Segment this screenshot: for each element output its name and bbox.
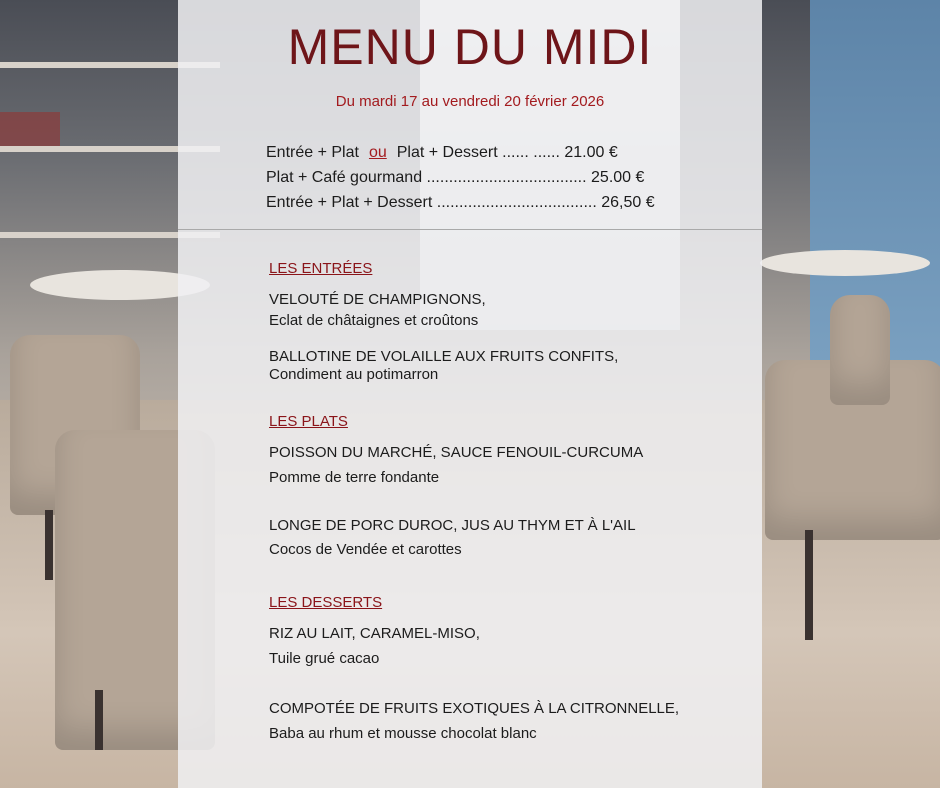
dish-name: LONGE DE PORC DUROC, JUS AU THYM ET À L'AIL bbox=[269, 517, 636, 534]
dish-item bbox=[269, 698, 679, 744]
table bbox=[760, 250, 930, 276]
dish-item bbox=[269, 289, 486, 331]
dish-description: Condiment au potimarron bbox=[269, 366, 439, 383]
divider bbox=[178, 229, 762, 230]
books bbox=[0, 112, 60, 146]
dish-description: Tuile grué cacao bbox=[269, 650, 380, 667]
dish-name: POISSON DU MARCHÉ, SAUCE FENOUIL-CURCUMA bbox=[269, 444, 644, 461]
section-heading-entrees: LES ENTRÉES bbox=[269, 260, 373, 277]
formula-or: ou bbox=[368, 144, 387, 161]
chair-leg bbox=[805, 530, 813, 640]
formula-line: Entrée + Plat + Dessert .................................... 26,50 € bbox=[266, 194, 655, 211]
menu-panel bbox=[178, 0, 762, 788]
dish-name: VELOUTÉ DE CHAMPIGNONS, bbox=[269, 291, 486, 308]
dish-description: Eclat de châtaignes et croûtons bbox=[269, 312, 479, 329]
chair bbox=[830, 295, 890, 405]
dish-name: RIZ AU LAIT, CARAMEL-MISO, bbox=[269, 625, 480, 642]
formula-left: Entrée + Plat bbox=[266, 144, 359, 161]
dish-name: BALLOTINE DE VOLAILLE AUX FRUITS CONFITS, bbox=[269, 348, 619, 365]
formula-line: Plat + Café gourmand .................................... 25.00 € bbox=[266, 169, 645, 186]
section-heading-plats: LES PLATS bbox=[269, 413, 348, 430]
chair-leg bbox=[45, 510, 53, 580]
formula-right: Plat + Dessert ...... ...... 21.00 € bbox=[396, 144, 618, 161]
dish-description: Baba au rhum et mousse chocolat blanc bbox=[269, 725, 537, 742]
menu-title: MENU DU MIDI bbox=[287, 19, 653, 75]
dish-item bbox=[269, 623, 480, 669]
section-heading-desserts: LES DESSERTS bbox=[269, 594, 383, 611]
formula-line bbox=[266, 144, 618, 162]
dish-item bbox=[269, 515, 636, 560]
dish-item bbox=[269, 346, 618, 382]
dish-description: Cocos de Vendée et carottes bbox=[269, 541, 462, 558]
dish-name: COMPOTÉE DE FRUITS EXOTIQUES À LA CITRONNELLE, bbox=[269, 700, 680, 717]
dish-description: Pomme de terre fondante bbox=[269, 469, 440, 486]
date-range: Du mardi 17 au vendredi 20 février 2026 bbox=[335, 93, 605, 110]
chair-leg bbox=[95, 690, 103, 750]
dish-item bbox=[269, 442, 643, 488]
